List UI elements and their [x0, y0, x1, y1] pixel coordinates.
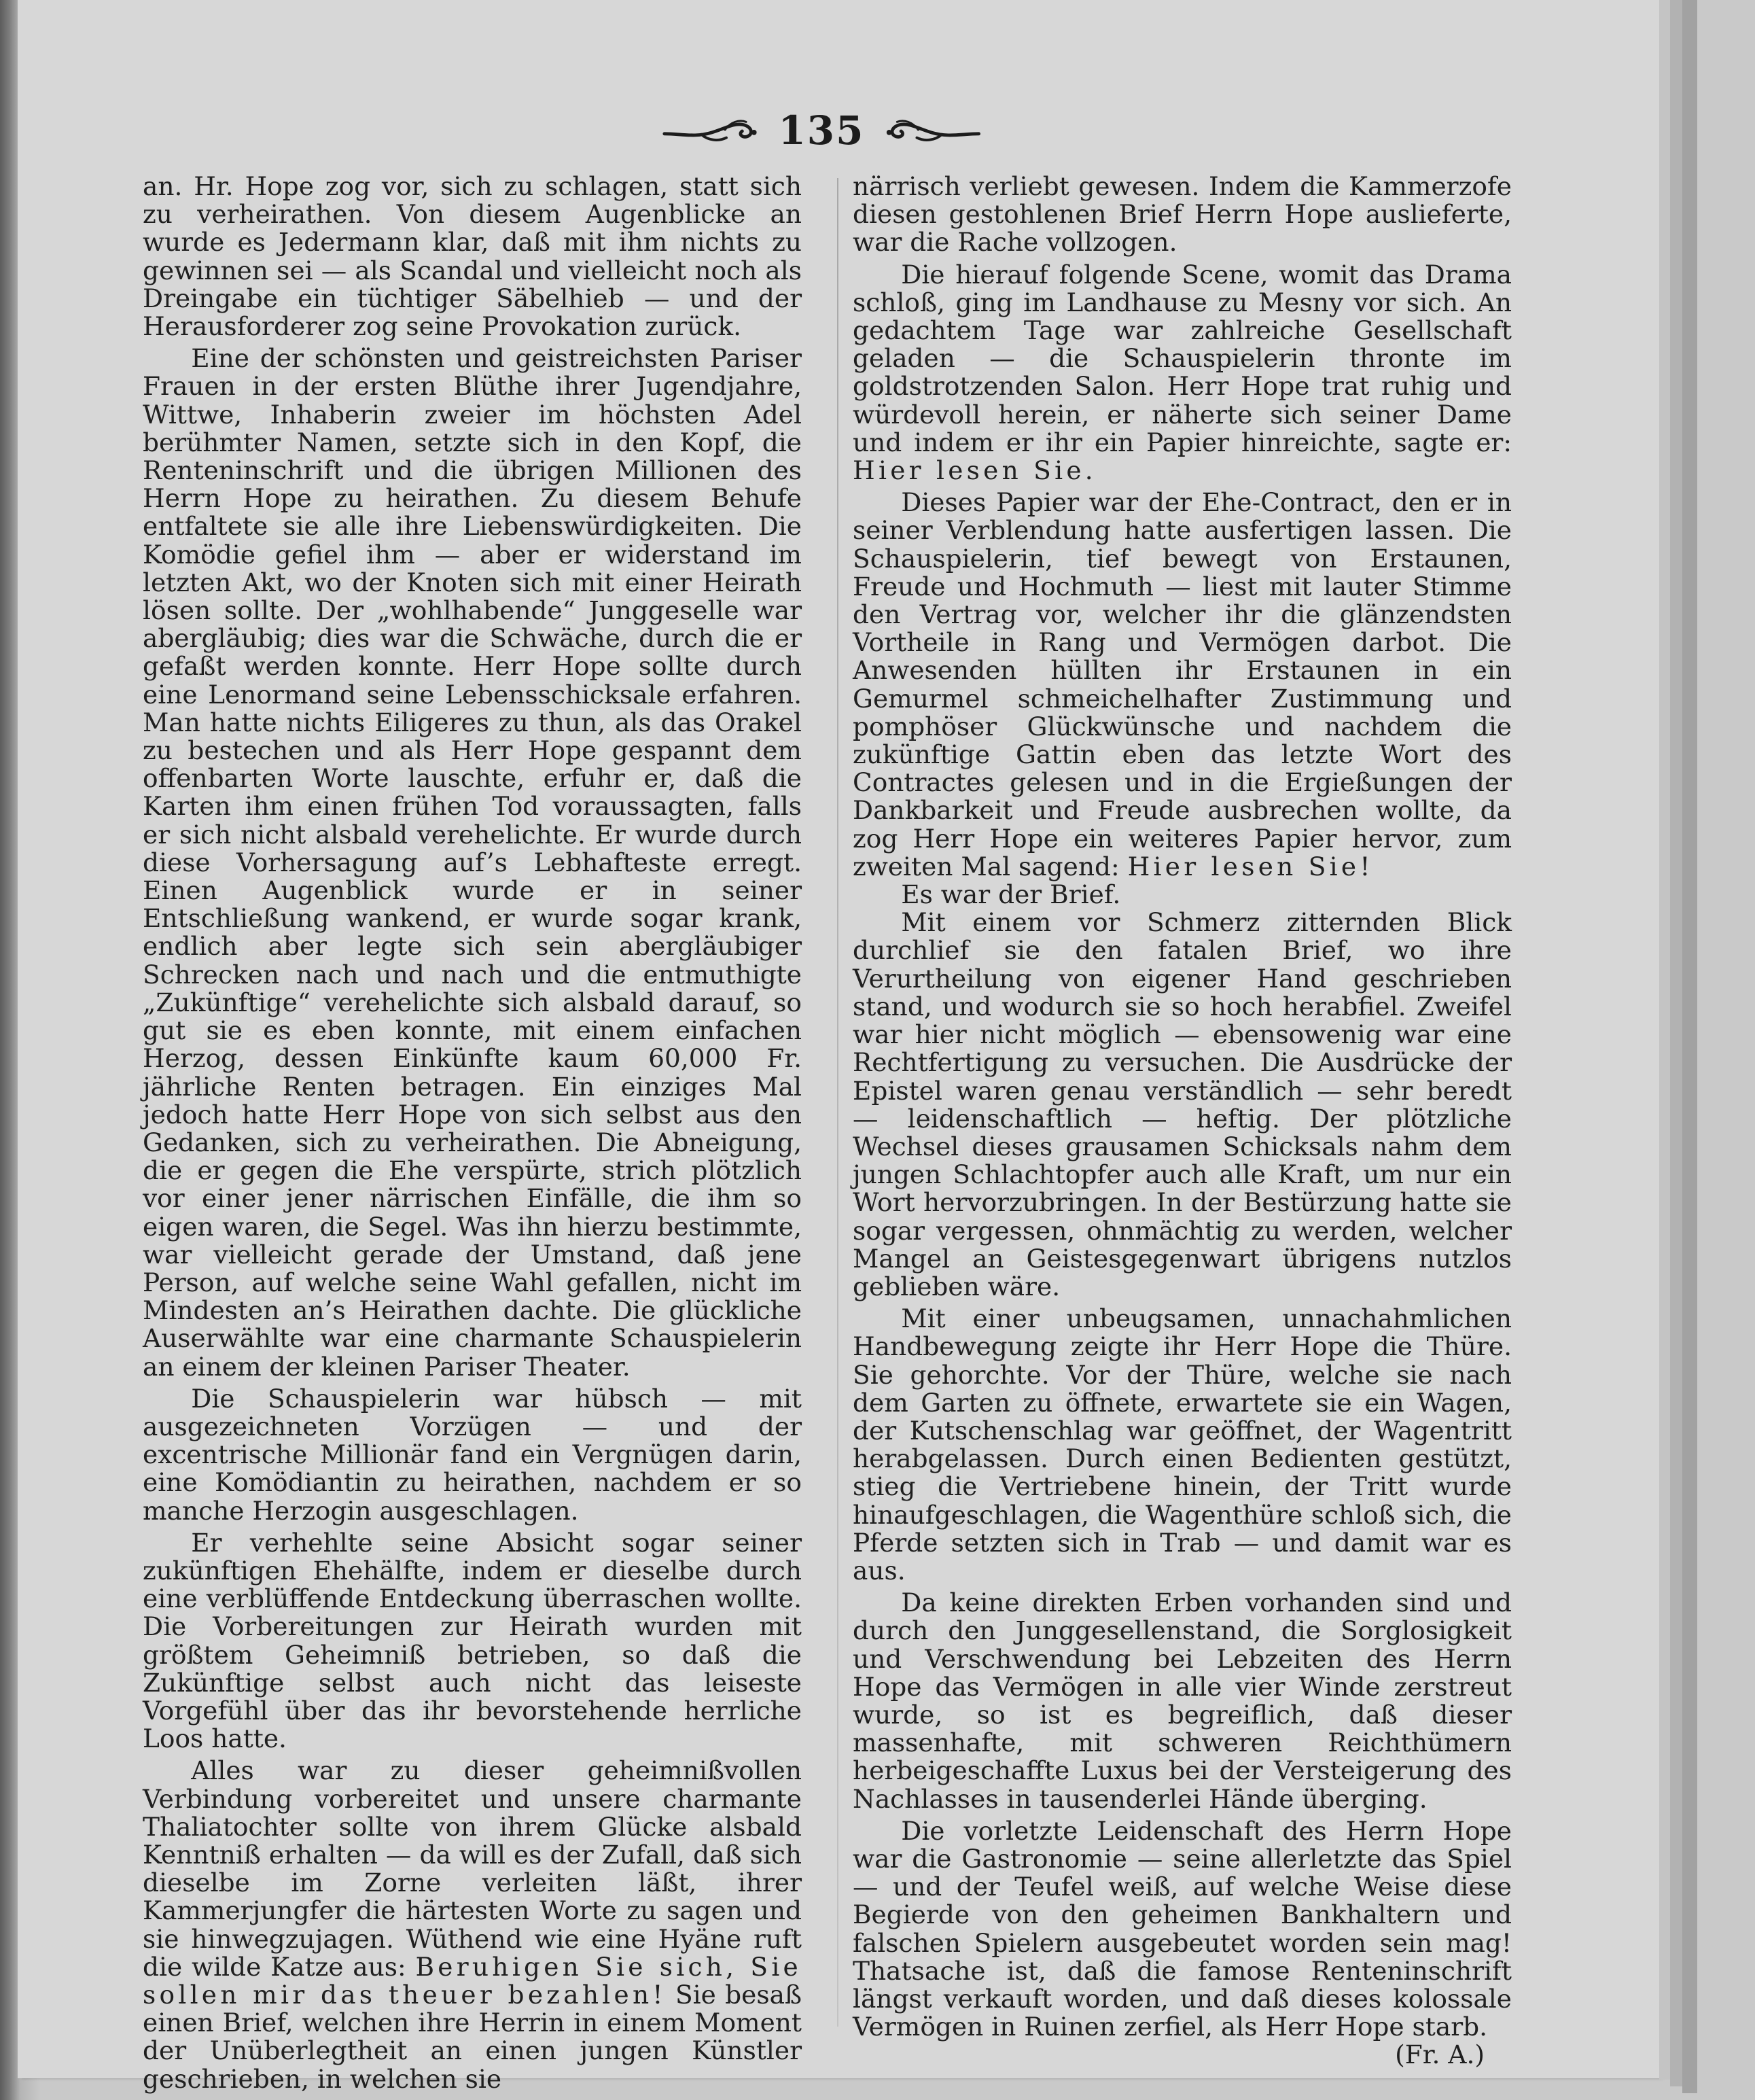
- spaced-quote: Beruhigen Sie sich, Sie sollen mir das theuer bezahlen!: [143, 1951, 802, 2010]
- paragraph: [143, 1757, 802, 2093]
- paragraph-text: Alles war zu dieser geheimnißvollen Verbindung vorbereitet und unsere charmante Thaliatochter sollte von ihrem Glücke alsbald Kenntniß erhalten — da will es der Zufall, daß sich dieselbe im Zorne verleiten läßt, ihrer Kammerjungfer die härtesten Worte zu sagen und sie hinwegzujagen. Wüthend wie eine Hyäne ruft die wilde Katze aus:: [143, 1755, 802, 1982]
- paragraph-text: Die hierauf folgende Scene, womit das Drama schloß, ging im Landhause zu Mesny vor sich. An gedachtem Tage war zahlreiche Gesellschaft geladen — die Schauspielerin thronte im goldstrotzenden Salon. Herr Hope trat ruhig und würdevoll herein, er näherte sich seiner Dame und indem er ihr ein Papier hinreichte, sagte er:: [853, 259, 1512, 457]
- right-flourish-icon: [883, 113, 981, 147]
- column-divider: [837, 178, 838, 2027]
- page-header: [662, 103, 981, 158]
- left-column: [143, 173, 802, 2093]
- paragraph: [853, 489, 1512, 881]
- paragraph-text: Dieses Papier war der Ehe-Contract, den er in seiner Verblendung hatte ausfertigen lassen. Die Schauspielerin, tief bewegt von Erstaunen, Freude und Hochmuth — liest mit lauter Stimme den Vertrag vor, welcher ihr die glänzendsten Vortheile in Rang und Vermögen darbot. Die Anwesenden hüllten ihr Erstaunen in ein Gemurmel schmeichelhafter Zustimmung und pomphöser Glückwünsche und nachdem die zukünftige Gattin eben das letzte Wort des Contractes gelesen und in die Ergießungen der Dankbarkeit und Freude ausbrechen wollte, da zog Herr Hope ein weiteres Papier hervor, zum zweiten Mal sagend:: [853, 487, 1512, 881]
- page-edge: [1670, 0, 1682, 2086]
- spaced-quote: Hier lesen Sie!: [1127, 851, 1374, 881]
- paragraph: Eine der schönsten und geistreichsten Pariser Frauen in der ersten Blüthe ihrer Jugendjahre, Wittwe, Inhaberin zweier im höchsten Adel berühmter Namen, setzte sich in den Kopf, die Renteninschrift und die übrigen Millionen des Herrn Hope zu heirathen. Zu diesem Behufe entfaltete sie alle ihre Liebenswürdigkeiten. Die Komödie gefiel ihm — aber er widerstand im letzten Akt, wo der Knoten sich mit einer Heirath lösen sollte. Der „wohlhabende“ Junggeselle war abergläubig; dies war die Schwäche, durch die er gefaßt werden konnte. Herr Hope sollte durch eine Lenormand seine Lebensschicksale erfahren. Man hatte nichts Eiligeres zu thun, als das Orakel zu bestechen und als Herr Hope gespannt dem offenbarten Worte lauschte, erfuhr er, daß die Karten ihm einen frühen Tod voraussagten, falls er sich nicht alsbald verehelichte. Er wurde durch diese Vorhersagung auf’s Lebhafteste erregt. Einen Augenblick wurde er in seiner Entschließung wankend, er wurde sogar krank, endlich aber legte sich sein abergläubiger Schrecken nach und nach und die entmuthigte „Zukünftige“ verehelichte sich alsbald darauf, so gut sie es eben konnte, mit einem einfachen Herzog, dessen Einkünfte kaum 60,000 Fr. jährliche Renten betragen. Ein einziges Mal jedoch hatte Herr Hope von sich selbst aus den Gedanken, sich zu verheirathen. Die Abneigung, die er gegen die Ehe verspürte, strich plötzlich vor einer jener närrischen Einfälle, die ihm so eigen waren, die Segel. Was ihn hierzu bestimmte, war vielleicht gerade der Umstand, daß jene Person, auf welche seine Wahl gefallen, nicht im Mindesten an’s Heirathen dachte. Die glückliche Auserwählte war eine charmante Schauspielerin an einem der kleinen Pariser Theater.: [143, 343, 802, 1382]
- paragraph: närrisch verliebt gewesen. Indem die Kammerzofe diesen gestohlenen Brief Herrn Hope auslieferte, war die Rache vollzogen.: [853, 171, 1512, 258]
- paragraph: [853, 261, 1512, 485]
- page-edge: [1682, 0, 1697, 2093]
- paragraph: Mit einer unbeugsamen, unnachahmlichen Handbewegung zeigte ihr Herr Hope die Thüre. Sie gehorchte. Vor der Thüre, welche sie nach dem Garten zu öffnete, erwartete sie ein Wagen, der Kutschenschlag war geöffnet, der Wagentritt herabgelassen. Durch einen Bedienten gestützt, stieg die Vertriebene hinein, der Tritt wurde hinaufgeschlagen, die Wagenthüre schloß sich, die Pferde setzten sich in Trab — und damit war es aus.: [853, 1303, 1512, 1586]
- paragraph: Er verhehlte seine Absicht sogar seiner zukünftigen Ehehälfte, indem er dieselbe durch eine verblüffende Entdeckung überraschen wollte. Die Vorbereitungen zur Heirath wurden mit größtem Geheimniß betrieben, so daß die Zukünftige selbst auch nicht das leiseste Vorgefühl über das ihr bevorstehende herrliche Loos hatte.: [143, 1527, 802, 1754]
- paragraph: Es war der Brief.: [901, 879, 1121, 910]
- attribution: (Fr. A.): [1395, 2040, 1485, 2070]
- right-column: [853, 173, 1512, 2069]
- paragraph: Da keine direkten Erben vorhanden sind und durch den Junggesellenstand, die Sorglosigkeit und Verschwendung bei Lebzeiten des Herrn Hope das Vermögen in alle vier Winde zerstreut wurde, so ist es begreiflich, daß dieser massenhafte, mit schweren Reichthümern herbeigeschaffte Luxus bei der Versteigerung des Nachlasses in tausenderlei Hände überging.: [853, 1588, 1512, 1814]
- paragraph: Mit einem vor Schmerz zitternden Blick durchlief sie den fatalen Brief, wo ihre Verurtheilung von eigener Hand geschrieben stand, und wodurch sie so hoch herabfiel. Zweifel war hier nicht möglich — ebensowenig war eine Rechtfertigung zu versuchen. Die Ausdrücke der Epistel waren genau verständlich — sehr beredt — leidenschaftlich — heftig. Der plötzliche Wechsel dieses grausamen Schicksals nahm dem jungen Schlachtopfer auch alle Kraft, um nur ein Wort hervorzubringen. In der Bestürzung hatte sie sogar vergessen, ohnmächtig zu werden, welcher Mangel an Geistesgegenwart übrigens nutzlos geblieben wäre.: [853, 907, 1512, 1301]
- paragraph: Die vorletzte Leidenschaft des Herrn Hope war die Gastronomie — seine allerletzte das Spiel — und der Teufel weiß, auf welche Weise diese Begierde von den geheimen Bankhaltern und falschen Spielern ausgebeutet worden sein mag! Thatsache ist, daß die famose Renteninschrift längst verkauft worden, und daß dieses kolossale Vermögen in Ruinen zerfiel, als Herr Hope starb.: [853, 1815, 1512, 2042]
- paragraph: an. Hr. Hope zog vor, sich zu schlagen, statt sich zu verheirathen. Von diesem Augenblicke an wurde es Jedermann klar, daß mit ihm nichts zu gewinnen sei — als Scandal und vielleicht noch als Dreingabe ein tüchtiger Säbelhieb — und der Herausforderer zog seine Provokation zurück.: [143, 171, 802, 342]
- paragraph-text: Sie besaß einen Brief, welchen ihre Herrin in einem Moment der Unüberlegtheit an einen jungen Künstler geschrieben, in welchen sie: [143, 1980, 802, 2094]
- paragraph: Die Schauspielerin war hübsch — mit ausgezeichneten Vorzügen — und der excentrische Millionär fand ein Vergnügen darin, eine Komödiantin zu heirathen, nachdem er so manche Herzogin ausgeschlagen.: [143, 1383, 802, 1526]
- left-flourish-icon: [662, 113, 760, 147]
- page-number: 135: [778, 107, 865, 154]
- page-edge: [1659, 0, 1670, 2080]
- spaced-quote: Hier lesen Sie.: [853, 455, 1097, 486]
